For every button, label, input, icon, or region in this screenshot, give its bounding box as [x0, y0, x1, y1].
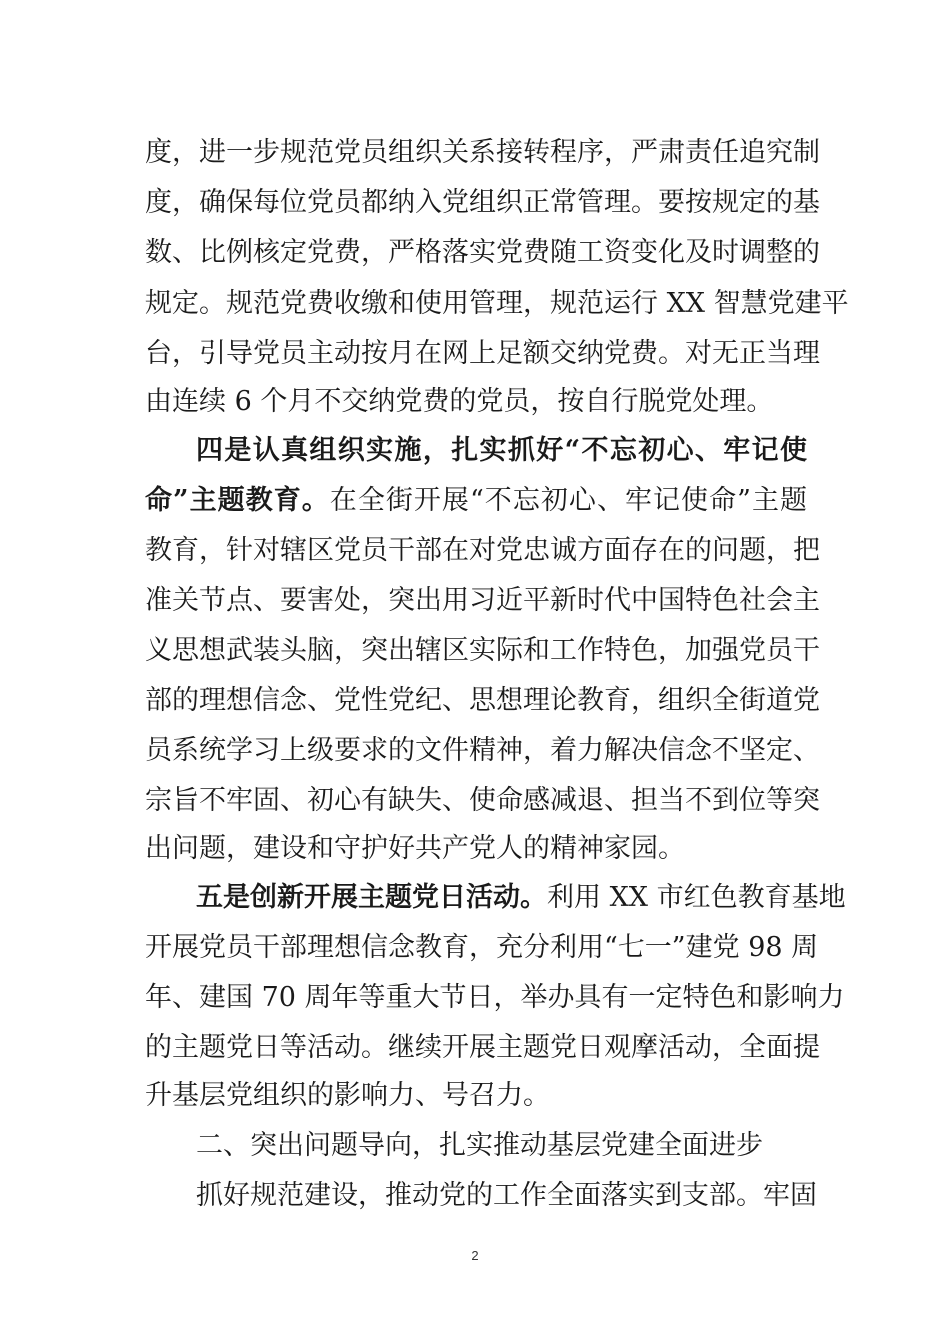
paragraph-2-line-5: 义思想武装头脑，突出辖区实际和工作特色，加强党员干: [145, 635, 820, 666]
paragraph-1-line-3: 数、比例核定党费，严格落实党费随工资变化及时调整的: [145, 237, 820, 268]
paragraph-2-line-9: 出问题，建设和守护好共产党人的精神家园。: [145, 833, 685, 864]
paragraph-1-line-2: 度，确保每位党员都纳入党组织正常管理。要按规定的基: [145, 187, 820, 218]
paragraph-2-line-3: 教育，针对辖区党员干部在对党忠诚方面存在的问题，把: [145, 535, 820, 566]
paragraph-3-bold-lead: 五是创新开展主题党日活动。: [196, 882, 547, 913]
paragraph-2-line-7: 员系统学习上级要求的文件精神，着力解决信念不坚定、: [145, 735, 820, 766]
paragraph-2-bold-lead: 命”主题教育。: [145, 485, 330, 516]
paragraph-2-line-2-rest: 在全街开展“不忘初心、牢记使命”主题: [329, 485, 807, 516]
paragraph-3-line-1-rest: 利用 XX 市红色教育基地: [547, 882, 846, 913]
paragraph-3-line-1: [196, 878, 846, 918]
section-heading: 二、突出问题导向，扎实推动基层党建全面进步: [196, 1130, 763, 1161]
paragraph-4-line-1: 抓好规范建设，推动党的工作全面落实到支部。牢固: [196, 1180, 817, 1211]
page-number: 2: [471, 1248, 479, 1263]
paragraph-2-line-8: 宗旨不牢固、初心有缺失、使命感减退、担当不到位等突: [145, 785, 820, 816]
paragraph-3-line-5: 升基层党组织的影响力、号召力。: [145, 1080, 550, 1111]
paragraph-3-line-2: 开展党员干部理想信念教育，充分利用“七一”建党 98 周: [145, 932, 819, 963]
paragraph-3-line-4: 的主题党日等活动。继续开展主题党日观摩活动，全面提: [145, 1032, 820, 1063]
paragraph-1-line-5: 台，引导党员主动按月在网上足额交纳党费。对无正当理: [145, 338, 820, 369]
paragraph-2-line-6: 部的理想信念、党性党纪、思想理论教育，组织全街道党: [145, 685, 820, 716]
paragraph-2-bold-line-1: 四是认真组织实施，扎实抓好“不忘初心、牢记使: [196, 435, 807, 466]
paragraph-1-line-4: 规定。规范党费收缴和使用管理，规范运行 XX 智慧党建平: [145, 288, 849, 319]
paragraph-1-line-6: 由连续 6 个月不交纳党费的党员，按自行脱党处理。: [145, 386, 774, 417]
paragraph-1-line-1: 度，进一步规范党员组织关系接转程序，严肃责任追究制: [145, 137, 820, 168]
paragraph-3-line-3: 年、建国 70 周年等重大节日，举办具有一定特色和影响力: [145, 982, 845, 1013]
paragraph-2-line-4: 准关节点、要害处，突出用习近平新时代中国特色社会主: [145, 585, 820, 616]
paragraph-2-line-2: [145, 481, 807, 521]
